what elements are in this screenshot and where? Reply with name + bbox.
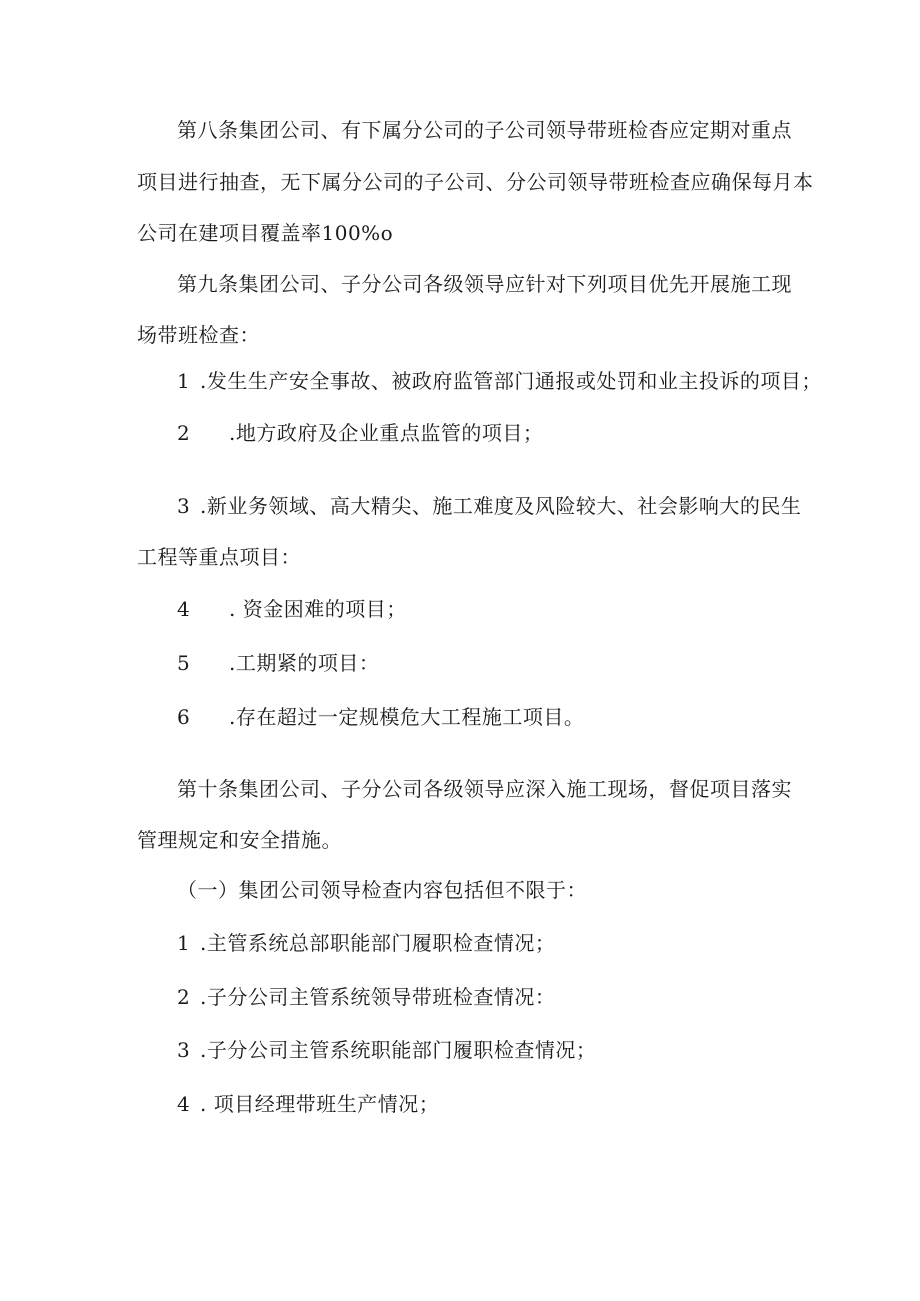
list-item: .地方政府及企业重点监管的项目； (229, 421, 544, 445)
list-item-number: 1 (177, 931, 190, 955)
list-item-number: 6 (177, 705, 190, 729)
list-item: .子分公司主管系统领导带班检查情况： (200, 985, 556, 1009)
list-item-number: 2 (177, 421, 190, 445)
article8-line3: 公司在建项目覆盖率100%o (137, 221, 394, 245)
list-item: .新业务领域、高大精尖、施工难度及风险较大、社会影响大的民生 (200, 494, 802, 518)
list-item-number: 1 (177, 369, 190, 393)
article10-line1: 第十条集团公司、子分公司各级领导应深入施工现场，督促项目落实 (177, 777, 792, 801)
list-item-number: 3 (177, 1038, 190, 1062)
list-item-number: 4 (177, 1092, 190, 1116)
list-item-number: 5 (177, 651, 190, 675)
list-item-number: 2 (177, 985, 190, 1009)
list-item: .存在超过一定规模危大工程施工项目。 (229, 705, 585, 729)
list-item-number: 4 (177, 597, 190, 621)
list-item-number: 3 (177, 494, 190, 518)
article8-line1: 第八条集团公司、有下属分公司的子公司领导带班检杳应定期对重点 (177, 118, 792, 142)
article10-line2: 管理规定和安全措施。 (137, 828, 342, 852)
list-item: . 项目经理带班生产情况； (200, 1092, 440, 1116)
article9-line2: 场带班检查： (137, 323, 260, 347)
article8-line2: 项目进行抽查，无下属分公司的子公司、分公司领导带班检查应确保每月本 (137, 170, 814, 194)
section-heading: （一）集团公司领导检查内容包括但不限于： (177, 878, 587, 902)
list-item: .发生生产安全事故、被政府监管部门通报或处罚和业主投诉的项目； (200, 369, 822, 393)
list-item-continuation: 工程等重点项目： (137, 545, 301, 569)
article9-line1: 第九条集团公司、子分公司各级领导应针对下列项目优先开展施工现 (177, 272, 792, 296)
list-item: .工期紧的项目： (229, 651, 380, 675)
list-item: .主管系统总部职能部门履职检查情况； (200, 931, 556, 955)
list-item: .子分公司主管系统职能部门履职检查情况； (200, 1038, 597, 1062)
list-item: . 资金困难的项目； (229, 597, 407, 621)
